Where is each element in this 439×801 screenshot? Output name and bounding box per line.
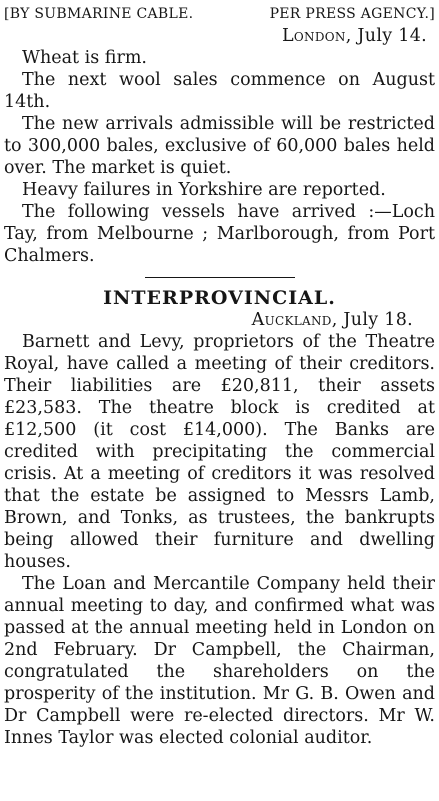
- source-left: [BY SUBMARINE CABLE.: [4, 6, 194, 22]
- london-dateline: [4, 25, 435, 47]
- cable-paragraph: Heavy failures in Yorkshire are reported.: [22, 180, 386, 200]
- dateline-date: , July 14.: [345, 26, 427, 46]
- source-line: [4, 3, 435, 25]
- dateline-date: , July 18.: [331, 310, 413, 330]
- dateline-city: Auckland: [251, 310, 332, 330]
- cable-paragraph: The new arrivals admissible will be restricted to 300,000 bales, exclusive of 60,000 bales held over. The market is quiet.: [4, 114, 435, 178]
- source-right: PER PRESS AGENCY.]: [269, 6, 435, 22]
- cable-paragraph: The next wool sales commence on August 14th.: [4, 70, 435, 112]
- cable-paragraph: The following vessels have arrived :—Loch Tay, from Melbourne ; Marlborough, from Port Chalmers.: [4, 202, 435, 266]
- section-divider: [4, 267, 435, 287]
- dateline-city: London: [281, 26, 346, 46]
- section-title: INTERPROVINCIAL.: [103, 287, 336, 309]
- cable-paragraph: Wheat is firm.: [22, 48, 147, 68]
- article-paragraph: The Loan and Mercantile Company held their annual meeting to day, and confirmed what was passed at the annual meeting held in London on 2nd February. Dr Campbell, the Chairman, congratulated the shareholders on the prosperity of the institution. Mr G. B. Owen and Dr Campbell were re-elected directors. Mr W. Innes Taylor was elected colonial auditor.: [4, 574, 435, 748]
- auckland-dateline: [4, 309, 435, 331]
- article-paragraph: Barnett and Levy, proprietors of the Theatre Royal, have called a meeting of their creditors. Their liabilities are £20,811, their assets £23,583. The theatre block is credited at £12,500 (it cost £14,000). The Banks are credited with precipitating the commercial crisis. At a meeting of creditors it was resolved that the estate be assigned to Messrs Lamb, Brown, and Tonks, as trustees, the bankrupts being allowed their furniture and dwelling houses.: [4, 332, 435, 572]
